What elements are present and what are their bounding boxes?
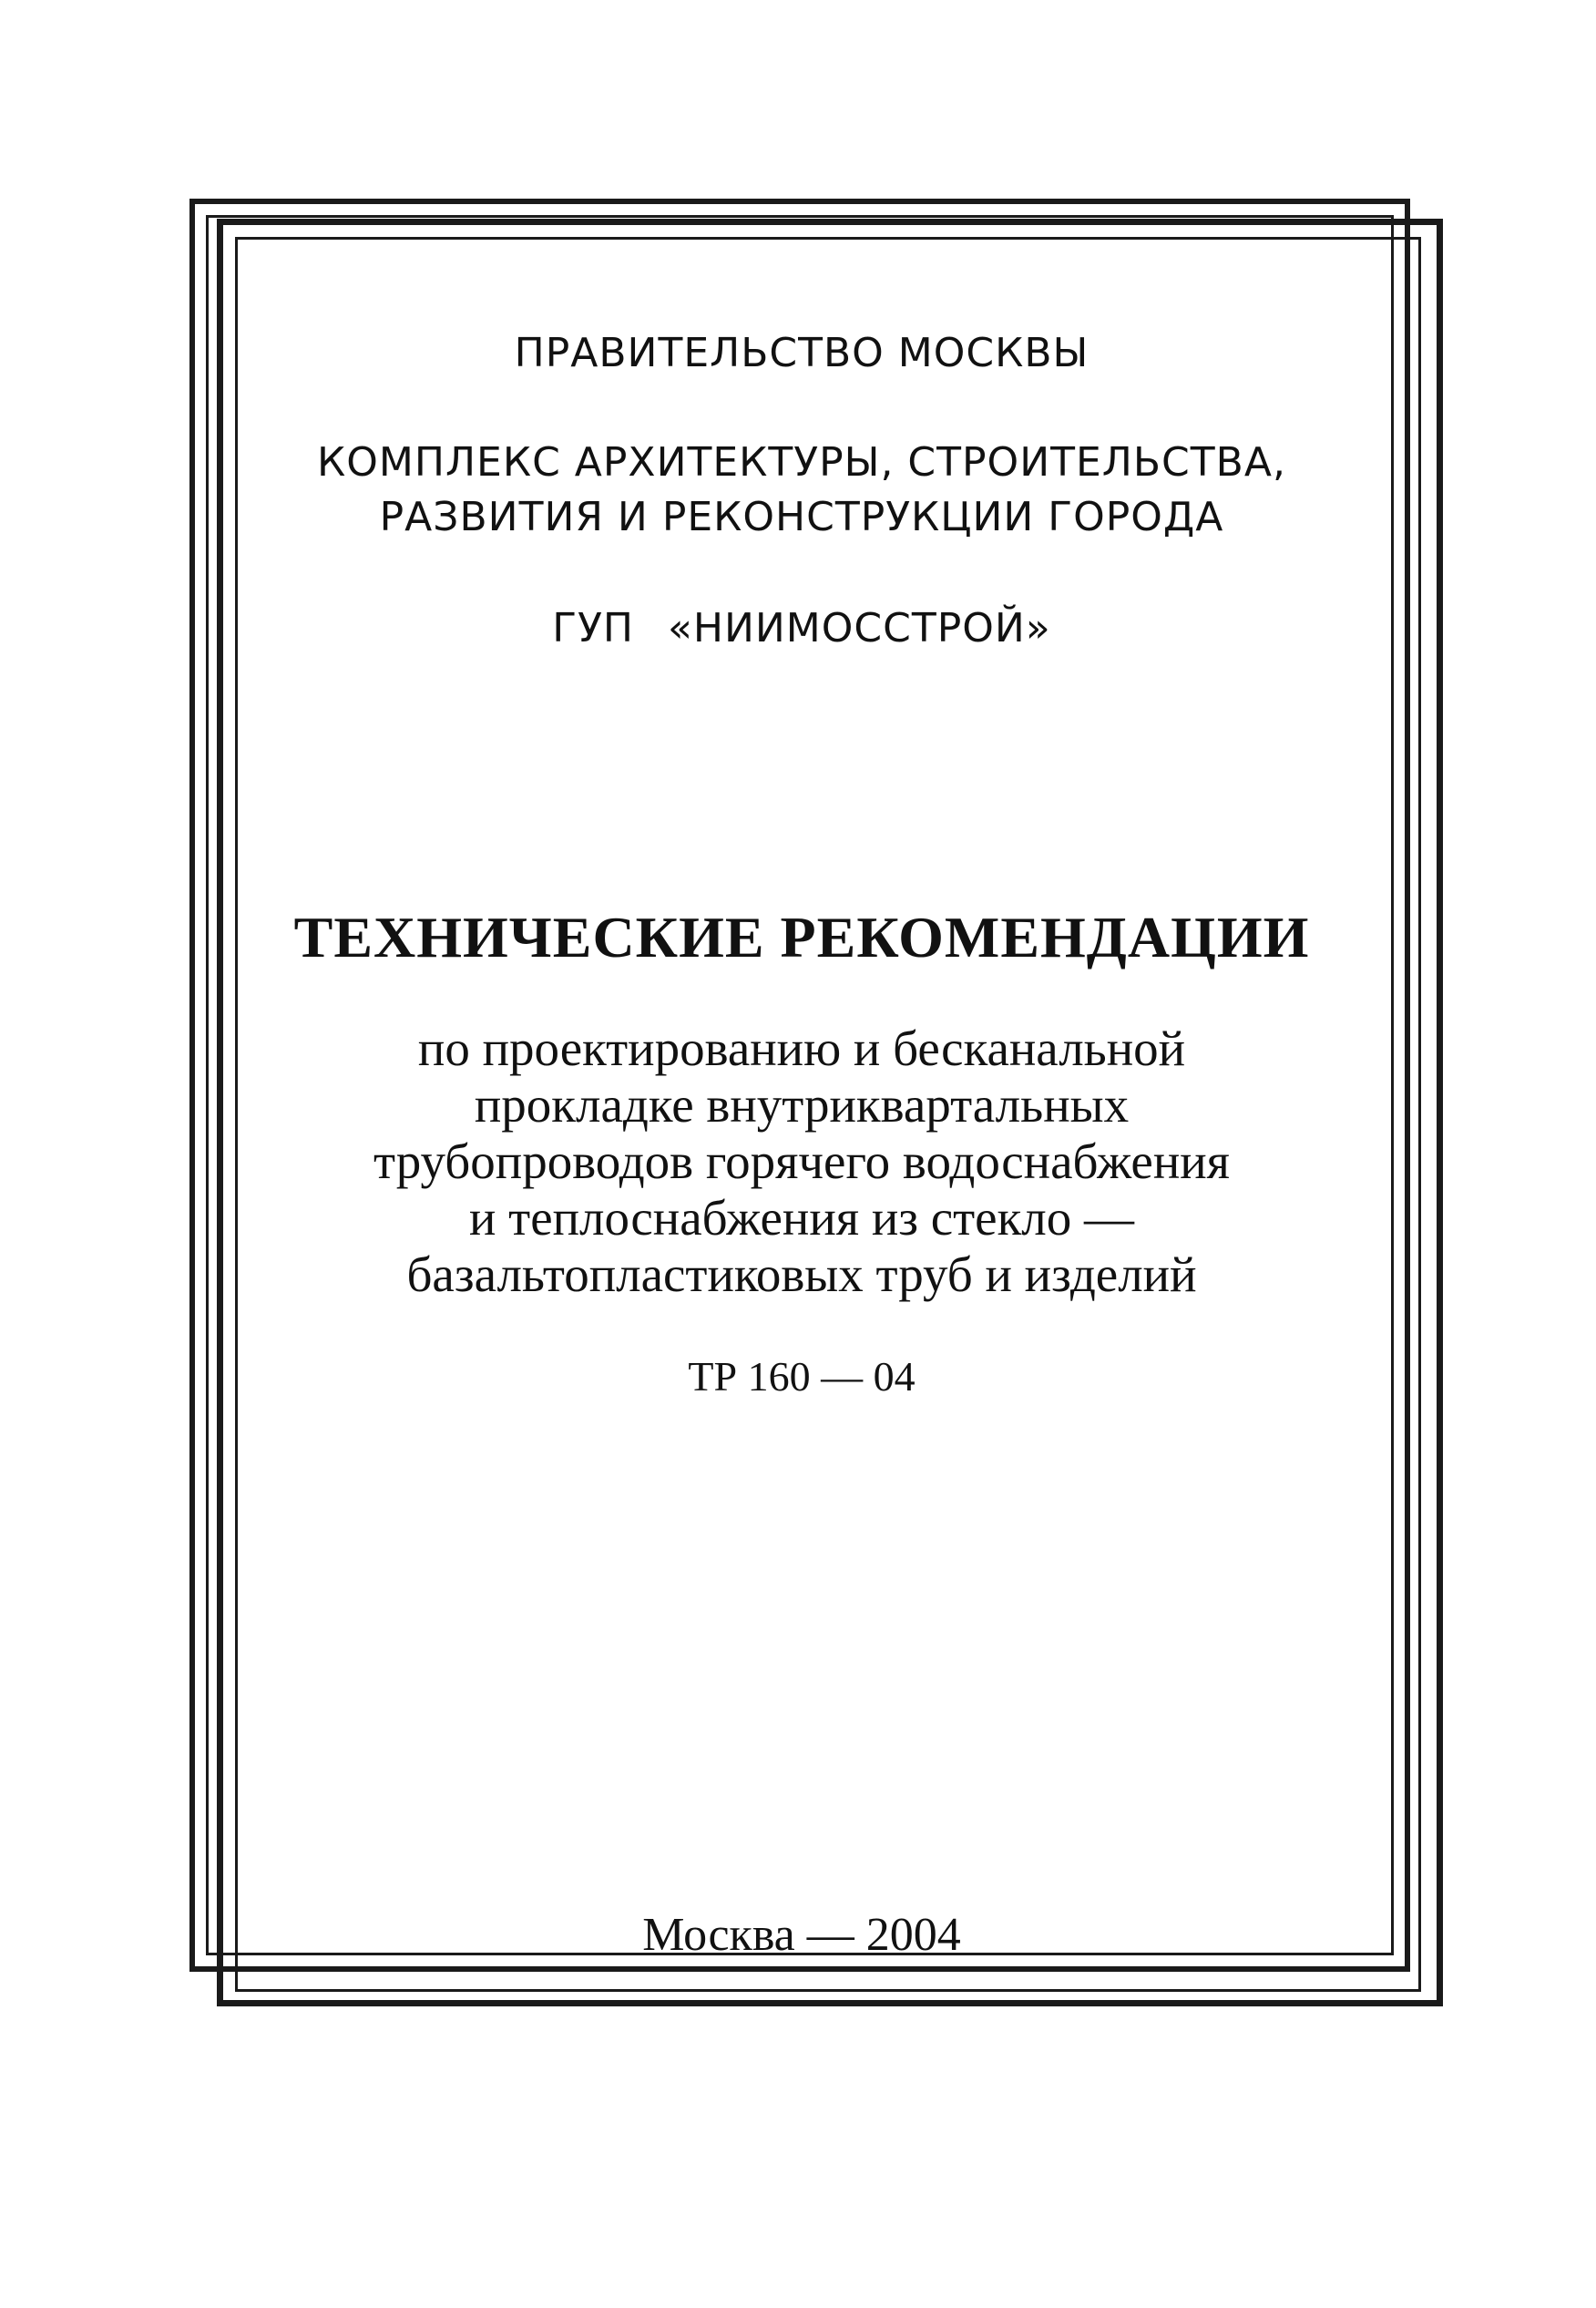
complex-name-line-2: РАЗВИТИЯ И РЕКОНСТРУКЦИИ ГОРОДА xyxy=(379,494,1224,540)
subtitle-line: трубопроводов горячего водоснабжения xyxy=(373,1133,1230,1189)
subtitle-line: и теплоснабжения из стекло — xyxy=(468,1190,1135,1246)
organization-name: ПРАВИТЕЛЬСТВО МОСКВЫ xyxy=(514,330,1090,376)
institute-name: ГУП «НИИМОССТРОЙ» xyxy=(552,605,1051,651)
complex-name xyxy=(237,436,1366,545)
document-subtitle xyxy=(237,1021,1366,1303)
subtitle-line: по проектированию и бесканальной xyxy=(417,1021,1186,1076)
document-code: ТР 160 — 04 xyxy=(688,1353,916,1400)
document-title: ТЕХНИЧЕСКИЕ РЕКОМЕНДАЦИИ xyxy=(293,905,1310,969)
city-year: Москва — 2004 xyxy=(642,1909,961,1961)
complex-name-line-1: КОМПЛЕКС АРХИТЕКТУРЫ, СТРОИТЕЛЬСТВА, xyxy=(317,439,1286,486)
subtitle-line: базальтопластиковых труб и изделий xyxy=(406,1246,1197,1302)
subtitle-line: прокладке внутриквартальных xyxy=(474,1077,1130,1133)
